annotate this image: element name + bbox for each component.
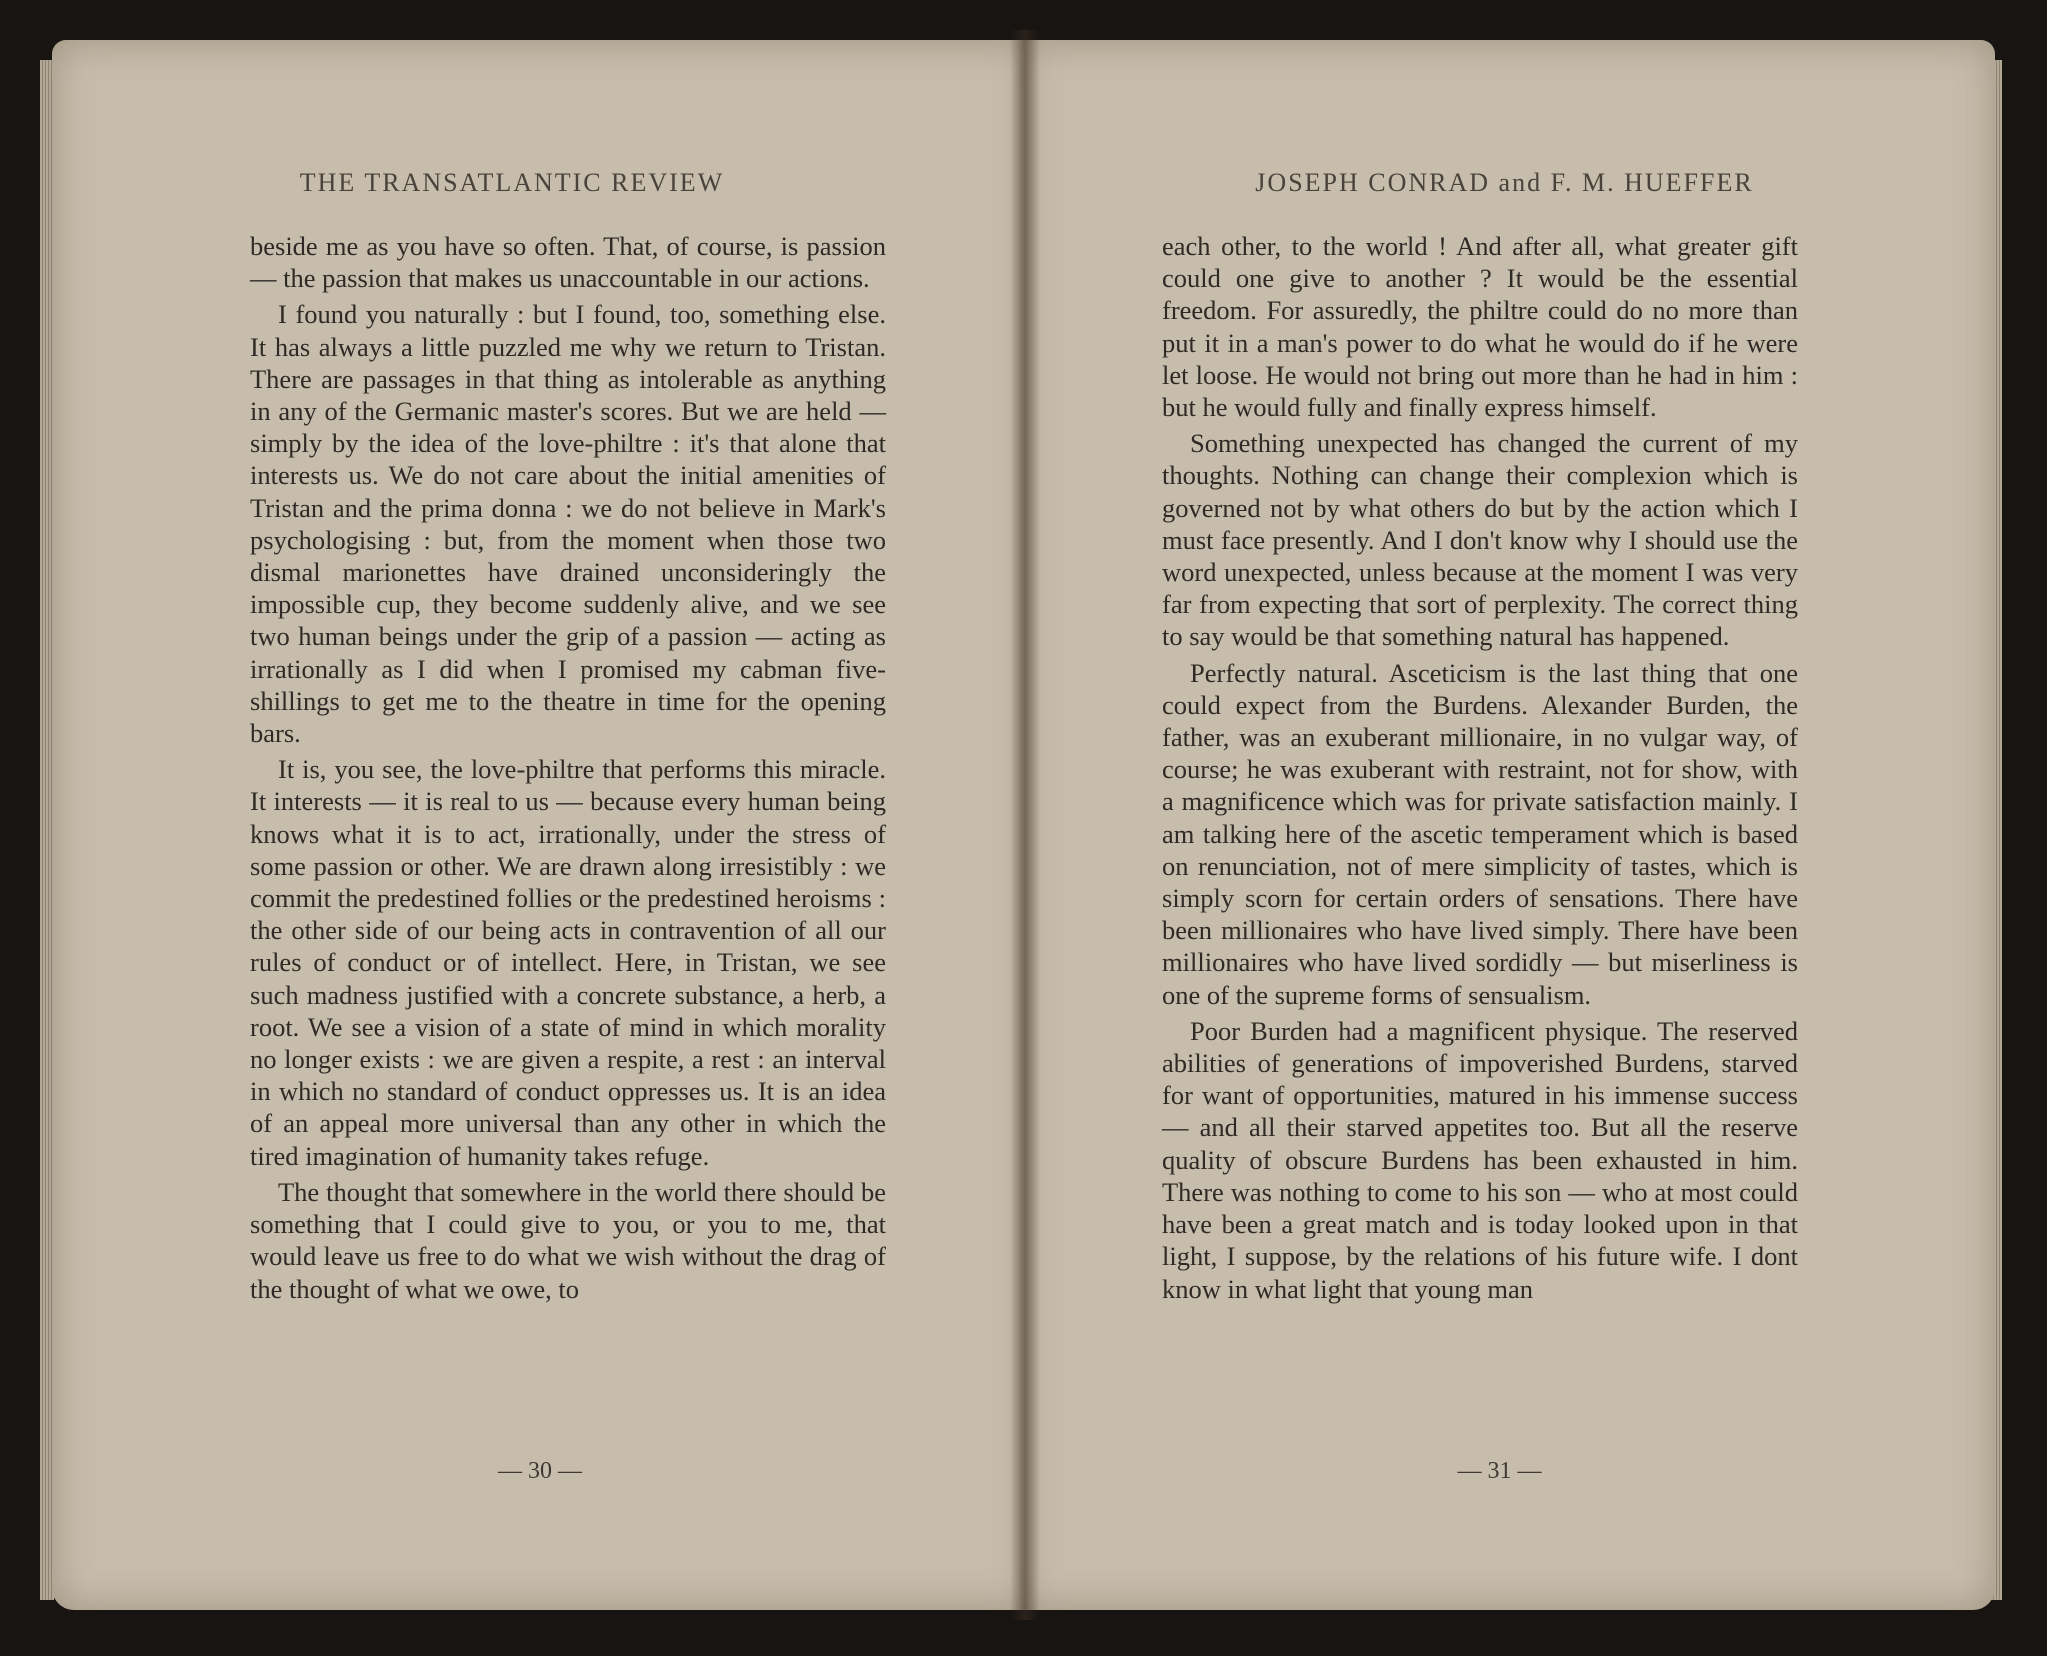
right-page [1020,40,1995,1610]
body-text [250,230,886,1309]
running-header: THE TRANSATLANTIC REVIEW [299,168,725,197]
left-page [52,40,1032,1610]
paragraph: each other, to the world ! And after all, what greater gift could one give to another ? It would be the essential freedom. For assuredly, the philtre could do no more than put it in a man's power to do what he would do if he were let loose. He would not bring out more than he had in him : but he would fully and finally express himself. [1162,231,1798,423]
paragraph: beside me as you have so often. That, of course, is passion — the passion that makes us unaccountable in our actions. [250,231,886,294]
book-gutter [1010,30,1040,1620]
paragraph: Perfectly natural. Asceticism is the last thing that one could expect from the Burdens. Alexander Burden, the father, was an exuberant millionaire, in no vulgar way, of course; he was exuberant with restraint, not for show, with a magnificence which was for private satisfaction mainly. I am talking here of the ascetic temperament which is based on renunciation, not of mere simplicity of tastes, which is simply scorn for certain orders of sensations. There have been millionaires who have lived simply. There have been millionaires who have lived sordidly — but miserliness is one of the supreme forms of sensualism. [1162,657,1798,1010]
paragraph: Poor Burden had a magnificent physique. The reserved abilities of generations of impoverished Burdens, starved for want of opportunities, matured in his immense success — and all their starved appetites too. But all the reserve quality of obscure Burdens has been exhausted in him. There was nothing to come to his son — who at most could have been a great match and is today looked upon in that light, I suppose, by the relations of his future wife. I dont know in what light that young man [1162,1015,1798,1304]
paragraph: It is, you see, the love-philtre that performs this miracle. It interests — it is real to us — because every human being knows what it is to act, irrationally, under the stress of some passion or other. We are drawn along irresistibly : we commit the predestined follies or the predestined heroisms : the other side of our being acts in contravention of all our rules of conduct or of intellect. Here, in Tristan, we see such madness justified with a concrete substance, a herb, a root. We see a vision of a state of mind in which morality no longer exists : we are given a respite, a rest : an interval in which no standard of conduct oppresses us. It is an idea of an appeal more universal than any other in which the tired imagination of humanity takes refuge. [250,754,886,1171]
running-header: JOSEPH CONRAD and F. M. HUEFFER [1255,168,1754,197]
paragraph: The thought that somewhere in the world there should be something that I could give to you, or you to me, that would leave us free to do what we wish without the drag of the thought of what we owe, to [250,1176,886,1304]
page-number: — 30 — [498,1458,582,1484]
paragraph: Something unexpected has changed the current of my thoughts. Nothing can change their complexion which is governed not by what others do but by the action which I must face presently. And I don't know why I should use the word unexpected, unless because at the moment I was very far from expecting that sort of perplexity. The correct thing to say would be that something natural has happened. [1162,428,1798,652]
page-number: — 31 — [1457,1458,1542,1484]
paragraph: I found you naturally : but I found, too, something else. It has always a little puzzled me why we return to Tristan. There are passages in that thing as intolerable as anything in any of the Germanic master's scores. But we are held — simply by the idea of the love-philtre : it's that alone that interests us. We do not care about the initial amenities of Tristan and the prima donna : we do not believe in Mark's psychologising : but, from the moment when those two dismal marionettes have drained unconsideringly the impossible cup, they become suddenly alive, and we see two human beings under the grip of a passion — acting as irrationally as I did when I promised my cabman five-shillings to get me to the theatre in time for the opening bars. [250,299,886,749]
body-text [1162,230,1798,1309]
